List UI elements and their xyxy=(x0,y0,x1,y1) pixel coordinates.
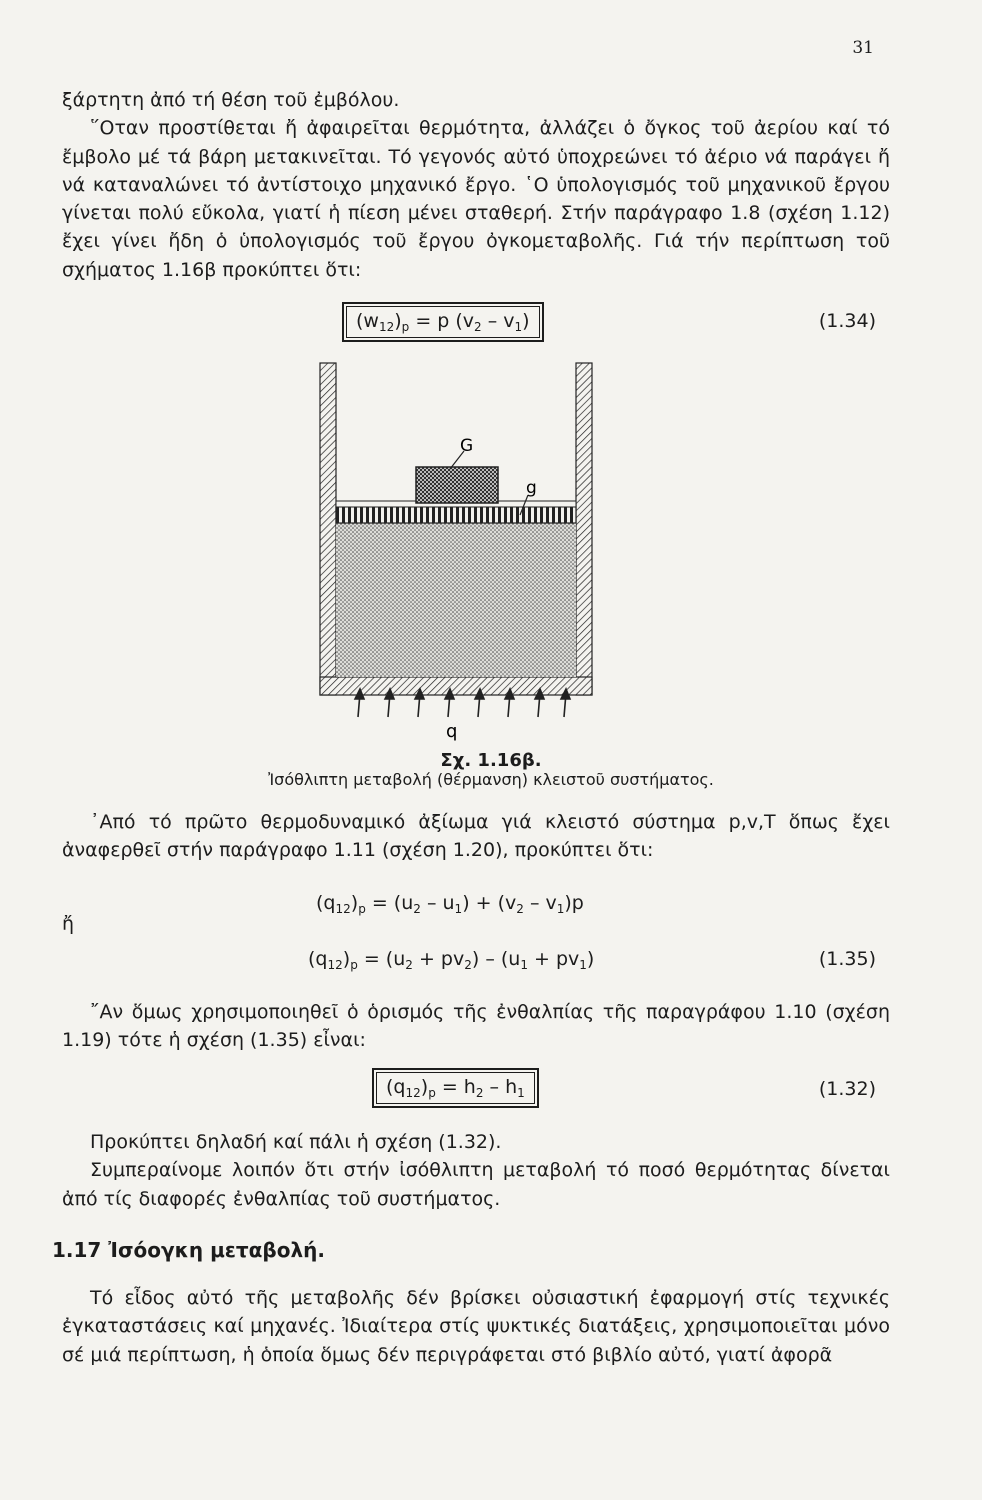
paragraph-enthalpy: ῎Αν ὅμως χρησιμοποιηθεῖ ὁ ὁρισμός τῆς ἐνθαλπίας τῆς παραγράφου 1.10 (σχέση 1.19) τότε ἡ σχέση (1.35) εἶναι: xyxy=(62,1001,890,1052)
figure-caption-text: Ἰσόθλιπτη μεταβολή (θέρμανση) κλειστοῦ συστήματος. xyxy=(268,770,714,789)
equation-a: $(q_{12})_p = (u_2 - u_1) + (v_2 - v_1)p$ xyxy=(316,892,584,916)
label-q: q xyxy=(446,721,458,742)
piston-cylinder-figure xyxy=(300,355,620,745)
intro-text xyxy=(62,86,890,284)
paragraph-isochoric: Τό εἶδος αὐτό τῆς μεταβολῆς δέν βρίσκει οὐσιαστική ἐφαρμογή στίς τεχνικές ἐγκαταστάσεις καί μηχανές. Ἰδιαίτερα στίς ψυκτικές διατάξεις, χρησιμοποιεῖται μόνο σέ μιά περίπτωση, ἡ ὁποία ὅμως δέν περιγράφεται στό βιβλίο αὐτό, γιατί ἀφορᾶ xyxy=(62,1287,890,1366)
figure-caption-title: Σχ. 1.16β. xyxy=(440,750,542,771)
label-g: g xyxy=(526,478,537,498)
conclusion-line-1: Προκύπτει δηλαδή καί πάλι ἡ σχέση (1.32). xyxy=(90,1131,502,1153)
equation-number-1-32: (1.32) xyxy=(818,1078,876,1100)
label-G: G xyxy=(460,436,474,456)
equation-1-32: $(q_{12})_p = h_2 - h_1$ xyxy=(372,1068,539,1108)
intro-paragraph: ῞Οταν προστίθεται ἤ ἀφαιρεῖται θερμότητα, ἀλλάζει ὁ ὄγκος τοῦ ἀερίου καί τό ἔμβολο μέ τά βάρη μετακινεῖται. Τό γεγονός αὐτό ὑποχρεώνει τό ἀέριο νά παράγει ἤ νά καταναλώνει τό ἀντίστοιχο μηχανικό ἔργο. ῾Ο ὑπολογισμός τοῦ μηχανικοῦ ἔργου γίνεται πολύ εὔκολα, γιατί ἡ πίεση μένει σταθερή. Στήν παράγραφο 1.8 (σχέση 1.12) ἔχει γίνει ἤδη ὁ ὑπολογισμός τοῦ ἔργου ὀγκομεταβολῆς. Γιά τήν περίπτωση τοῦ σχήματος 1.16β προκύπτει ὅτι: xyxy=(62,117,890,281)
conclusion-text xyxy=(62,1128,890,1213)
equation-number-1-35: (1.35) xyxy=(818,948,876,970)
cylinder-wall-right xyxy=(576,363,592,695)
equation-1-35: $(q_{12})_p = (u_2 + pv_2) - (u_1 + pv_1)$ xyxy=(308,948,595,972)
cylinder-wall-left xyxy=(320,363,336,695)
conclusion-line-2: Συμπεραίνομε λοιπόν ὅτι στήν ἰσόθλιπτη μεταβολή τό ποσό θερμότητας δίνεται ἀπό τίς διαφορές ἐνθαλπίας τοῦ συστήματος. xyxy=(62,1159,890,1210)
weight xyxy=(416,467,498,503)
section-heading-1-17: 1.17 Ἰσόογκη μεταβολή. xyxy=(52,1238,325,1262)
intro-line-1: ξάρτητη ἀπό τή θέση τοῦ ἐμβόλου. xyxy=(62,89,400,111)
or-word: ἤ xyxy=(62,913,75,935)
gas xyxy=(336,523,576,677)
equation-1-34: $(w_{12})_p = p$ $(v_2 - v_1)$ xyxy=(342,302,544,342)
equation-number-1-34: (1.34) xyxy=(818,310,876,332)
paragraph-first-law: ᾽Από τό πρῶτο θερμοδυναμικό ἀξίωμα γιά κλειστό σύστημα p,v,T ὅπως ἔχει ἀναφερθεῖ στήν παράγραφο 1.11 (σχέση 1.20), προκύπτει ὅτι: xyxy=(62,811,890,862)
page-number: 31 xyxy=(852,38,874,58)
piston xyxy=(336,505,576,523)
